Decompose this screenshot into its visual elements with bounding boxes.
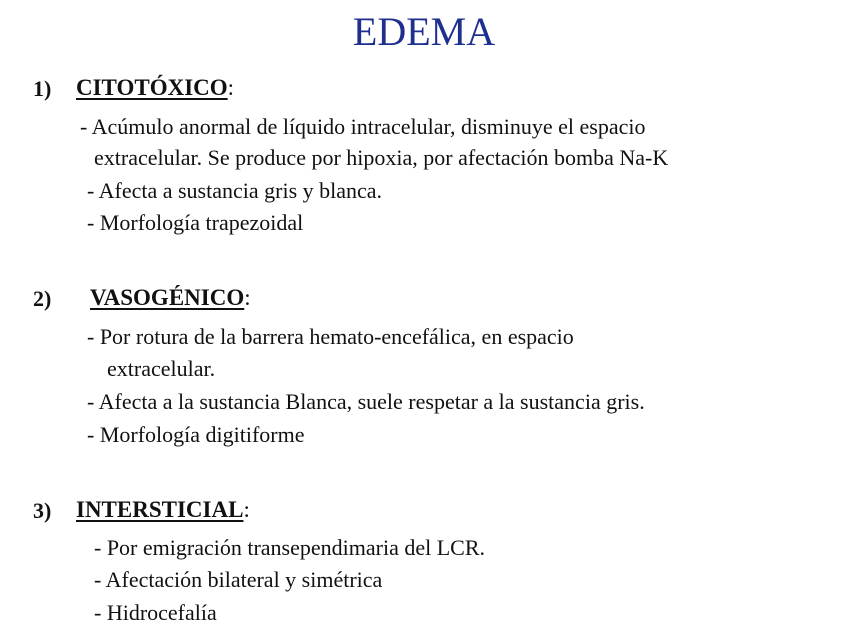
section-2-number: 2) (33, 286, 52, 311)
section-1-heading-colon: : (227, 75, 235, 100)
section-1-line-4: - Morfología trapezoidal (87, 210, 304, 235)
section-3-line-3: - Hidrocefalía (94, 600, 217, 625)
section-1-line-1: - Acúmulo anormal de líquido intracelular, disminuye el espacio (80, 114, 646, 139)
section-1-heading (76, 75, 234, 101)
section-3-number: 3) (33, 498, 52, 523)
section-2-line-4: - Morfología digitiforme (87, 422, 305, 447)
section-2-line-1: - Por rotura de la barrera hemato-encefálica, en espacio (87, 324, 574, 349)
section-2-heading (90, 285, 251, 311)
section-3-heading-colon: : (243, 497, 250, 522)
section-1-number: 1) (33, 76, 52, 101)
section-1-heading-text: CITOTÓXICO (76, 75, 228, 100)
section-2-line-2: extracelular. (107, 356, 216, 381)
section-2-heading-text: VASOGÉNICO (90, 285, 245, 310)
section-2-heading-colon: : (244, 285, 251, 310)
section-3-line-2: - Afectación bilateral y simétrica (94, 567, 383, 592)
section-3-heading-text: INTERSTICIAL (76, 497, 244, 522)
section-3-line-1: - Por emigración transependimaria del LCR. (94, 535, 485, 560)
section-1-line-3: - Afecta a sustancia gris y blanca. (87, 178, 383, 203)
section-3-heading (76, 497, 250, 523)
section-1-line-2: extracelular. Se produce por hipoxia, por afectación bomba Na-K (94, 145, 669, 170)
page-title: EDEMA (352, 9, 496, 54)
section-2-line-3: - Afecta a la sustancia Blanca, suele respetar a la sustancia gris. (87, 389, 645, 414)
